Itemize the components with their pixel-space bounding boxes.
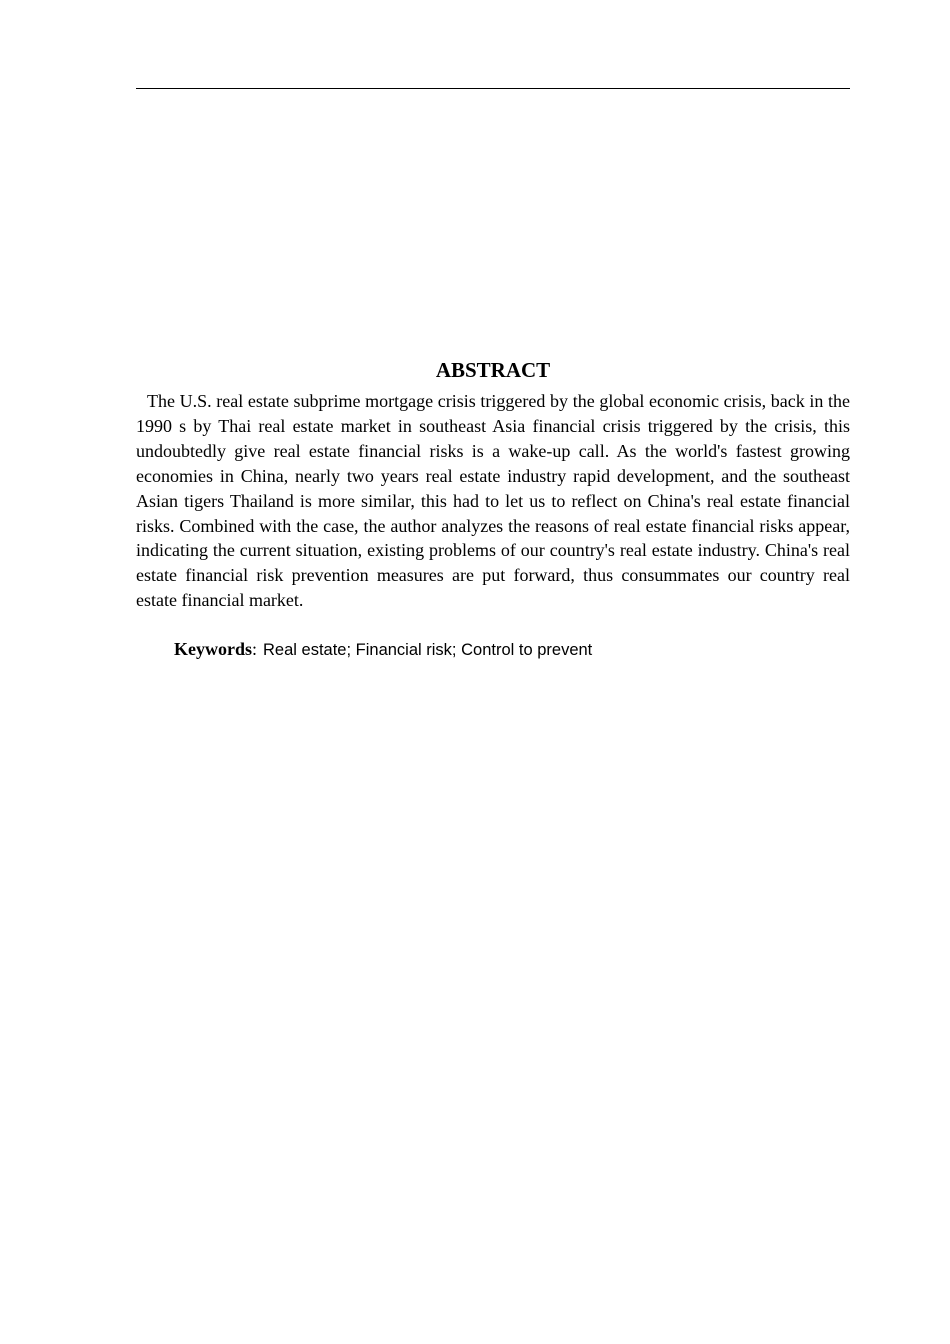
- abstract-body: The U.S. real estate subprime mortgage crisis triggered by the global economic crisis, back in the 1990 s by Thai real estate market in southeast Asia financial crisis triggered by the crisis, this undoubtedly give real estate financial risks is a wake-up call. As the world's fastest growing economies in China, nearly two years real estate industry rapid development, and the southeast Asian tigers Thailand is more similar, this had to let us to reflect on China's real estate financial risks. Combined with the case, the author analyzes the reasons of real estate financial risks appear, indicating the current situation, existing problems of our country's real estate industry. China's real estate financial risk prevention measures are put forward, thus consummates our country real estate financial market.: [136, 391, 850, 611]
- header-rule: [136, 88, 850, 89]
- keywords-label: Keywords: [174, 639, 252, 659]
- keywords-value: Real estate; Financial risk; Control to prevent: [263, 641, 593, 659]
- abstract-title: ABSTRACT: [435, 358, 551, 382]
- keywords-line: [174, 637, 850, 662]
- keywords-separator: :: [252, 639, 258, 659]
